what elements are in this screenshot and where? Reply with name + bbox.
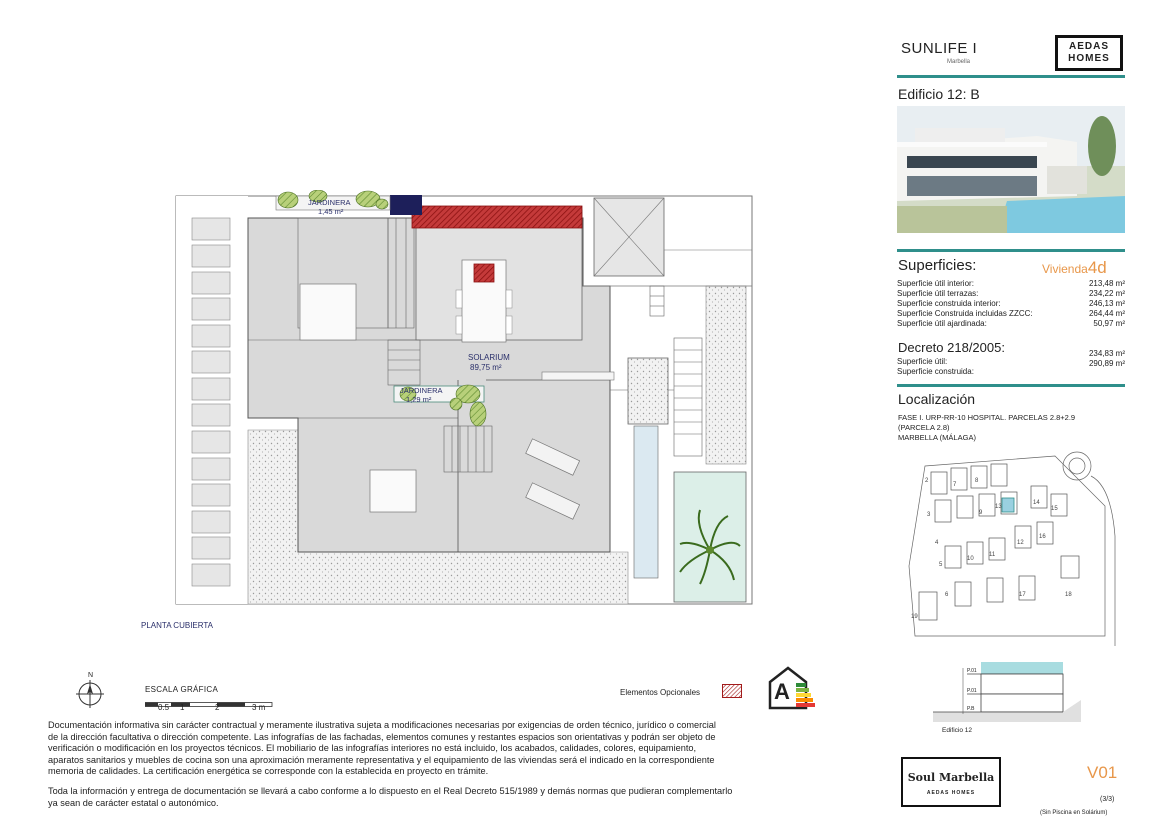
logo-line-1: AEDAS (1068, 41, 1109, 52)
map-number: 15 (1051, 506, 1058, 512)
hatch-swatch-icon (722, 684, 742, 698)
map-number: 19 (911, 614, 918, 620)
disclaimer-line: memoria de calidades. La certificación energética se corresponde con la establecida en proyecto en trámite. (48, 766, 489, 776)
info-panel (897, 0, 1125, 823)
sup-row (897, 289, 1125, 299)
localizacion-line-1: FASE I. URP-RR-10 HOSPITAL. PARCELAS 2.8+2.9 (898, 413, 1076, 422)
map-number: 7 (953, 482, 957, 488)
sup-row (897, 319, 1125, 329)
section-diagram (933, 658, 1123, 722)
divider (897, 249, 1125, 252)
solarium-area: 89,75 m² (470, 363, 502, 372)
localizacion-line-3: MARBELLA (MÁLAGA) (898, 433, 976, 442)
optional-elements-label: Elementos Opcionales (620, 688, 701, 697)
map-number: 2 (925, 478, 929, 484)
energy-class: A (774, 679, 790, 704)
vivienda-code: 4d (1087, 258, 1107, 277)
disclaimer-line: ya sean de carácter estatal o autonómico. (48, 797, 219, 808)
sup-label: Superficie útil interior: (897, 279, 974, 288)
localizacion-line-2: (PARCELA 2.8) (898, 423, 950, 432)
brand-line-2: AEDAS HOMES (926, 790, 976, 796)
sup-value: 50,97 m² (1093, 319, 1125, 328)
compass-icon (74, 675, 108, 709)
version-label: V01 (1087, 763, 1118, 782)
jardinera-top-name: JARDINERA (308, 198, 351, 207)
map-number: 18 (1065, 592, 1072, 598)
sup-value: 213,48 m² (1088, 279, 1125, 288)
disclaimer-line: verificación o modificación en los proyectos técnicos. El mobiliario de las infografías interiores no está incluido, los acabados, calidades, colores, equipamiento, (48, 743, 697, 753)
solarium-name: SOLARIUM (468, 353, 510, 362)
decreto-label: Superficie construida: (897, 367, 974, 376)
decreto-title: Decreto 218/2005: (898, 340, 1005, 355)
building-title: Edificio 12: B (898, 86, 980, 102)
decreto-label: Superficie útil: (897, 357, 948, 366)
superficies-title: Superficies: (898, 257, 977, 274)
sup-label: Superficie construida interior: (897, 299, 1001, 308)
disclaimer-line: Toda la información y entrega de documentación se llevará a cabo conforme a lo dispuesto en el Real Decreto 515/1989 y demás normas que pudieran complementarlo (48, 786, 733, 796)
scale-title: ESCALA GRÁFICA (145, 685, 219, 694)
map-number: 3 (927, 512, 931, 518)
map-number: 5 (939, 562, 943, 568)
project-location: Marbella (947, 59, 971, 65)
rendering-image (897, 106, 1125, 233)
level-label: P.01 (967, 668, 977, 674)
vivienda-label (1042, 258, 1107, 278)
aedas-logo (1055, 35, 1123, 71)
disclaimer-line: aparatos sanitarios y muebles de cocina son una aproximación meramente representativa y el equipamiento de las viviendas será el indicado en la correspondiente (48, 754, 715, 765)
map-number: 9 (979, 510, 983, 516)
optional-elements-swatch (722, 684, 742, 698)
map-number: 14 (1033, 500, 1040, 506)
north-label: N (88, 672, 94, 679)
scale-tick-0: 0.5 (158, 703, 170, 712)
localizacion-title: Localización (898, 391, 976, 407)
decreto-value: 290,89 m² (1088, 359, 1125, 368)
scale-bar (145, 695, 273, 701)
footer-note: (Sin Piscina en Solárium) (1040, 810, 1108, 816)
jardinera-mid-name: JARDINERA (400, 386, 443, 395)
scale-tick-2: 2 (215, 703, 220, 712)
sup-label: Superficie útil terrazas: (897, 289, 979, 298)
sup-value: 264,44 m² (1088, 309, 1125, 318)
level-label: P.01 (967, 688, 977, 694)
plan-caption: PLANTA CUBIERTA (141, 621, 214, 630)
map-number: 12 (1017, 540, 1024, 546)
vivienda-word: Vivienda (1042, 262, 1088, 276)
jardinera-mid-area: 1,29 m² (406, 395, 432, 404)
soul-marbella-logo (901, 757, 1001, 807)
sup-value: 234,22 m² (1088, 289, 1125, 298)
disclaimer-line: de la dirección facultativa o dirección competente. Las infografías de las fachadas, elementos comunes y restantes espacios son orientativas y podrán ser objeto de (48, 731, 716, 742)
logo-line-2: HOMES (1068, 53, 1110, 64)
disclaimer-line: Documentación informativa sin carácter contractual y meramente ilustrativa sujeta a modificaciones necesarias por exigencias de orden técnico, jurídico o comercial (48, 720, 716, 730)
section-graphic (933, 658, 1123, 722)
decreto-value: 234,83 m² (1088, 349, 1125, 358)
sup-value: 246,13 m² (1088, 299, 1125, 308)
divider (897, 384, 1125, 387)
jardinera-top-area: 1,45 m² (318, 207, 344, 216)
sup-row (897, 299, 1125, 309)
energy-label (766, 664, 816, 710)
building-rendering (897, 106, 1125, 233)
map-number: 10 (967, 556, 974, 562)
north-arrow (74, 672, 108, 709)
map-number: 17 (1019, 592, 1026, 598)
map-number: 13 (995, 504, 1002, 510)
sup-row (897, 279, 1125, 289)
floor-plan-drawing (168, 190, 760, 608)
scale-tick-1: 1 (180, 703, 185, 712)
map-number: 11 (989, 552, 996, 558)
map-number: 8 (975, 478, 979, 484)
map-number: 16 (1039, 534, 1046, 540)
site-map-graphic (905, 446, 1117, 646)
divider (897, 75, 1125, 78)
page-number: (3/3) (1100, 796, 1115, 803)
section-caption: Edificio 12 (942, 727, 972, 734)
map-number: 4 (935, 540, 939, 546)
level-label: P.B (967, 706, 975, 712)
project-name: SUNLIFE I (901, 40, 978, 57)
map-number: 6 (945, 592, 949, 598)
sup-label: Superficie útil ajardinada: (897, 319, 987, 328)
disclaimer-p2 (48, 786, 848, 809)
brand-line-1: Soul Marbella (907, 771, 995, 784)
scale-tick-3: 3 m (252, 703, 266, 712)
disclaimer-p1 (48, 720, 848, 778)
floor-plan (168, 190, 760, 608)
sup-label: Superficie Construida incluidas ZZCC: (897, 309, 1033, 318)
site-map (905, 446, 1117, 646)
sup-row (897, 309, 1125, 319)
